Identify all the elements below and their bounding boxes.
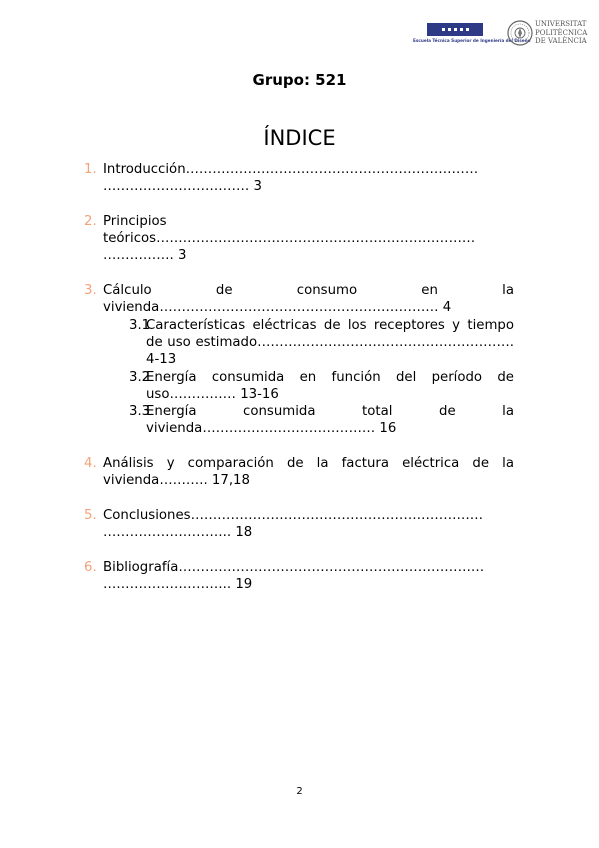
etsid-logo	[413, 23, 531, 47]
etsid-logo-dots	[427, 28, 483, 32]
toc-item-text: Cálculo de consumo en la vivienda……………………………………………………… 4	[103, 283, 514, 316]
toc-item-text: Bibliografía……………………………………………………………	[103, 559, 485, 575]
page-number: 2	[296, 786, 303, 797]
toc-number: 1.	[84, 162, 97, 177]
toc-number: 4.	[84, 456, 97, 472]
group-title: Grupo: 521	[252, 71, 347, 89]
upv-logo	[507, 19, 588, 49]
toc-item-text: Principios	[103, 213, 167, 229]
toc-number: 5.	[84, 507, 97, 523]
upv-seal-icon	[507, 20, 533, 46]
toc-item-page: ……………. 3	[103, 248, 187, 264]
toc-item-principios[interactable]	[84, 213, 514, 265]
toc-subitem-energia-periodo[interactable]	[84, 369, 514, 404]
toc-item-text: teóricos………………………………………………………………	[103, 231, 476, 247]
toc-item-conclusiones[interactable]	[84, 507, 514, 542]
etsid-logo-text: Escuela Técnica Superior de Ingeniería del Diseño	[413, 38, 531, 43]
toc-item-page: ……………………….. 18	[103, 525, 253, 541]
toc-subnumber: 3.1	[129, 317, 151, 333]
toc-number: 2.	[84, 213, 97, 229]
toc-subitem-text: Características eléctricas de los receptores y tiempo de uso estimado…………………………………………………. 4-13	[146, 317, 514, 368]
index-title: ÍNDICE	[263, 126, 336, 150]
toc-item-page: ……………………….. 19	[103, 577, 253, 593]
toc-subitem-text: Energía consumida en función del período de uso…………… 13-16	[146, 369, 514, 402]
toc-item-page: …………………………… 3	[103, 179, 262, 195]
table-of-contents	[84, 161, 514, 593]
toc-item-bibliografia[interactable]	[84, 559, 514, 594]
toc-item-introduccion[interactable]	[84, 161, 514, 196]
toc-subitem-text: Energía consumida total de la vivienda………………………………… 16	[146, 404, 514, 437]
toc-item-text: Conclusiones…………………………………………………………	[103, 507, 484, 523]
toc-subitem-caracteristicas[interactable]	[84, 317, 514, 369]
toc-item-analisis[interactable]	[84, 455, 514, 490]
toc-item-text: Introducción…………………………………………………………	[103, 162, 479, 177]
toc-subitem-energia-total[interactable]	[84, 403, 514, 438]
toc-subnumber: 3.2	[129, 369, 151, 385]
toc-item-text: Análisis y comparación de la factura eléctrica de la vivienda……….. 17,18	[103, 456, 514, 489]
toc-number: 3.	[84, 283, 97, 299]
toc-number: 6.	[84, 559, 97, 575]
upv-logo-text: UNIVERSITAT POLITÈCNICA DE VALÈNCIA	[535, 20, 588, 45]
toc-item-calculo[interactable]	[84, 282, 514, 317]
toc-subnumber: 3.3	[129, 404, 151, 420]
